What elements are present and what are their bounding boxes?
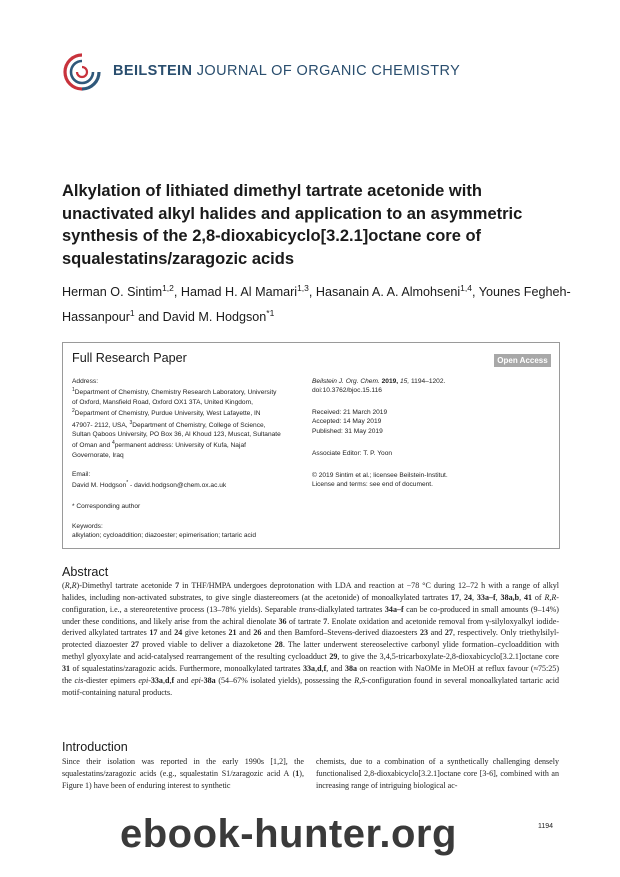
paper-type-label: Full Research Paper — [72, 351, 187, 365]
abstract-heading: Abstract — [62, 565, 109, 579]
introduction-heading: Introduction — [62, 740, 128, 754]
author-list: Herman O. Sintim$^{1,2}$, Hamad H. Al Mamari$^{1,3}$, Hasanain A. A. Almohseni$^{1,4}$, Younes Fegheh-Hassanpour$^1$ and David M. Hodgson$^{*1}$ — [62, 283, 571, 325]
contact-email: Email: David M. Hodgson* - david.hodgson@chem.ox.ac.uk — [72, 471, 227, 490]
watermark-text: ebook-hunter.org — [120, 812, 457, 856]
citation-info: Beilstein J. Org. Chem. 2019, 15, 1194–1202. doi:10.3762/bjoc.15.116 — [312, 378, 446, 395]
article-title: Alkylation of lithiated dimethyl tartrate acetonide with unactivated alkyl halides and application to an asymmetric synthesis of the 2,8-dioxabicyclo[3.2.1]octane core of squalestatins/zaragozic acids — [62, 182, 523, 268]
keywords: Keywords: alkylation; cycloaddition; diazoester; epimerisation; tartaric acid — [72, 523, 256, 540]
affiliations: Address: $^1$Department of Chemistry, Chemistry Research Laboratory, University of Oxford, Mansfield Road, Oxford OX1 3TA, United Kingdom, $^2$Department of Chemistry, Purdue University, West Lafayette, IN 47907- 2112, USA, $^3$Department of Chemistry, College of Science, Sultan Qaboos University, PO Box 36, Al Khoud 123, Muscat, Sultanate of Oman and $^4$permanent address: University of Kufa, Najaf Governorate, Iraq — [72, 378, 281, 459]
journal-name-rest: JOURNAL OF ORGANIC CHEMISTRY — [196, 63, 461, 79]
associate-editor: Associate Editor: T. P. Yoon — [312, 450, 393, 457]
beilstein-logo-icon — [62, 52, 102, 92]
copyright-license: © 2019 Sintim et al.; licensee Beilstein-Institut. License and terms: see end of document. — [312, 472, 448, 489]
corresponding-author-note: * Corresponding author — [72, 503, 141, 510]
abstract-text: (R,R)-Dimethyl tartrate acetonide 7 in THF/HMPA undergoes deprotonation with LDA and reaction at −78 °C during 12–72 h with a range of alkyl halides, including non-activated substrates, to give single diastereomers (at the acetonide) of monoalkylated tartrates 17, 24, 33a–f, 38a,b, 41 of R,R-configuration, i.e., a stereoretentive process (13–78% yields). Separable trans-dialkylated tartrates 34a–f can be co-produced in small amounts (9–14%) under these conditions, and likely arise from the achiral dienolate 36 of tartrate 7. Enolate oxidation and acetonide removal from γ-silyloxyalkyl iodide-derived alkylated tartrates 17 and 24 give ketones 21 and 26 and then Bamford–Stevens-derived diazoesters 23 and 27, respectively. Only triethylsilyl-protected diazoester 27 proved viable to deliver a diazoketone 28. The latter underwent stereoselective carbonyl ylide formation–cycloaddition with methyl glyoxylate and acid-catalysed rearrangement of the resulting cycloadduct 29, to give the 3,4,5-tricarboxylate-2,8-dioxabicyclo[3.2.1]octane core 31 of squalestatins/zaragozic acids. Furthermore, monoalkylated tartrates 33a,d,f, and 38a on reaction with NaOMe in MeOH at reflux favour (≈75:25) the cis-diester epimers epi-33a,d,f and epi-38a (54–67% isolated yields), possessing the R,S-configuration found in several monoalkylated tartaric acid motif-containing natural products. — [62, 581, 560, 697]
page-number: 1194 — [538, 823, 554, 830]
journal-name — [113, 63, 460, 79]
open-access-badge: Open Access — [494, 354, 551, 367]
journal-name-bold: BEILSTEIN — [113, 63, 193, 79]
publication-dates: Received: 21 March 2019 Accepted: 14 May 2019 Published: 31 May 2019 — [312, 409, 388, 435]
introduction-column-right: chemists, due to a combination of a synthetically challenging densely functionalised 2,8-dioxabicyclo[3.2.1]octane core [3-6], combined with an increasing range of intriguing biological ac- — [316, 757, 559, 790]
introduction-column-left: Since their isolation was reported in the early 1990s [1,2], the squalestatins/zaragozic acids (e.g., squalestatin S1/zaragozic acid A (1), Figure 1) have been of enduring interest to synthetic — [62, 757, 304, 790]
